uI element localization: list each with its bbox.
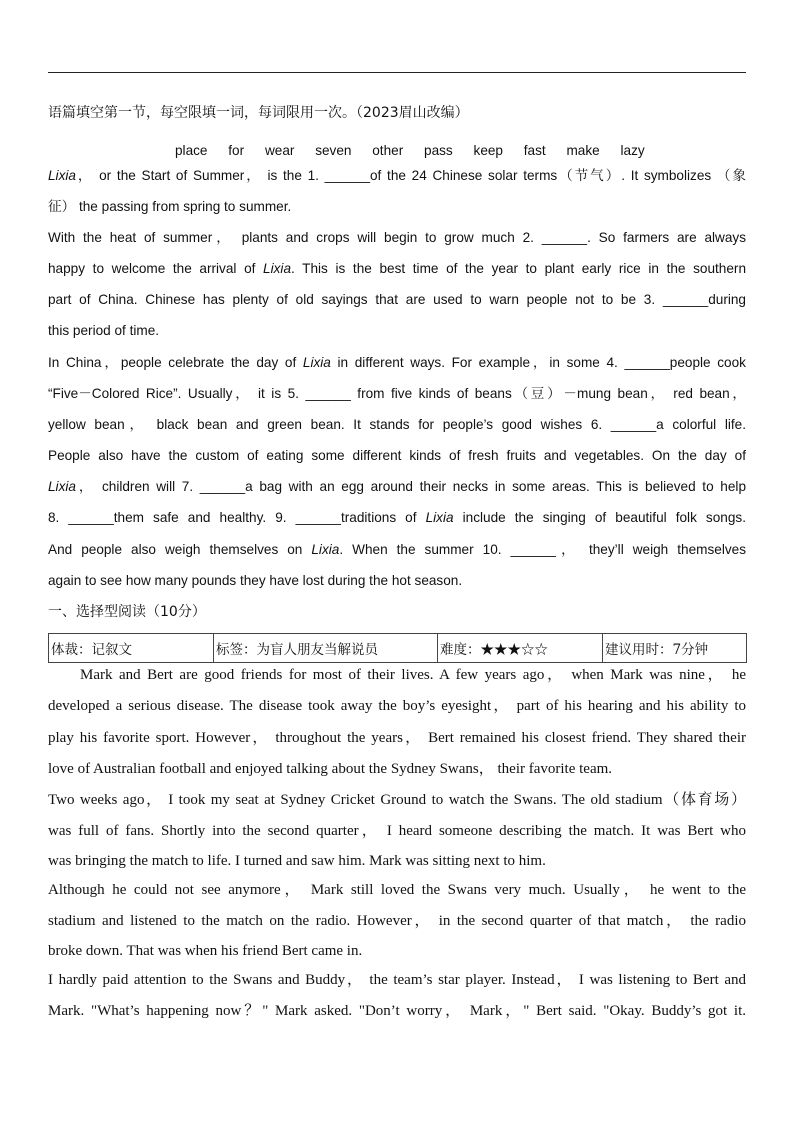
term-lixia: Lixia bbox=[263, 261, 292, 276]
term-lixia: Lixia bbox=[425, 510, 454, 525]
word-bank-item: lazy bbox=[620, 143, 645, 158]
passage-line: Mark and Bert are good friends for most of their lives. A few years ago， when Mark was nine， he bbox=[80, 667, 746, 683]
passage-line: With the heat of summer， plants and crops will begin to grow much 2. ______. So farmers are always bbox=[48, 230, 746, 245]
passage-line: I hardly paid attention to the Swans and Buddy， the team’s star player. Instead， I was listening to Bert and bbox=[48, 972, 746, 988]
header-rule bbox=[48, 72, 746, 73]
tag-cell: 标签：为盲人朋友当解说员 bbox=[214, 634, 438, 663]
passage-info-table bbox=[48, 633, 747, 663]
passage-line: part of China. Chinese has plenty of old sayings that are used to warn people not to be 3. ______during bbox=[48, 292, 746, 307]
word-bank bbox=[175, 140, 662, 162]
passage-line: again to see how many pounds they have lost during the hot season. bbox=[48, 573, 463, 588]
passage-line: People also have the custom of eating some different kinds of fresh fruits and vegetables. On the day of bbox=[48, 448, 746, 463]
passage-line: play his favorite sport. However， throughout the years， Bert remained his closest friend. They shared their bbox=[48, 730, 746, 746]
section-title: 语篇填空第一节，每空限填一词，每词限用一次。（2023眉山改编） bbox=[48, 105, 469, 121]
genre-cell: 体裁：记叙文 bbox=[49, 634, 214, 663]
word-bank-item: make bbox=[566, 143, 600, 158]
word-bank-item: other bbox=[372, 143, 404, 158]
passage-line: love of Australian football and enjoyed talking about the Sydney Swans， their favorite team. bbox=[48, 761, 613, 777]
passage-line: stadium and listened to the match on the radio. However， in the second quarter of that match， the radio bbox=[48, 913, 746, 929]
passage-line: Lixia， or the Start of Summer， is the 1. ______of the 24 Chinese solar terms（节气）. It symbolizes （象 bbox=[48, 168, 746, 183]
passage-line: this period of time. bbox=[48, 323, 160, 338]
passage-line: happy to welcome the arrival of Lixia. This is the best time of the year to plant early rice in the southern bbox=[48, 261, 746, 276]
passage-line: 征） the passing from spring to summer. bbox=[48, 199, 292, 214]
passage-line: was full of fans. Shortly into the second quarter， I heard someone describing the match. It was Bert who bbox=[48, 823, 746, 839]
passage-line: And people also weigh themselves on Lixia. When the summer 10. ______， they’ll weigh themselves bbox=[48, 542, 746, 557]
term-lixia: Lixia bbox=[302, 355, 331, 370]
word-bank-item: seven bbox=[315, 143, 352, 158]
time-cell: 建议用时：7分钟 bbox=[603, 634, 747, 663]
term-lixia: Lixia bbox=[311, 542, 340, 557]
passage-line: yellow bean， black bean and green bean. It stands for people’s good wishes 6. ______a colorful life. bbox=[48, 417, 746, 432]
section-title: 一、选择型阅读（10分） bbox=[48, 604, 206, 620]
word-bank-item: pass bbox=[424, 143, 453, 158]
passage-line: In China，people celebrate the day of Lixia in different ways. For example，in some 4. ______people cook bbox=[48, 355, 746, 370]
word-bank-item: wear bbox=[264, 143, 295, 158]
passage-line: Although he could not see anymore， Mark still loved the Swans very much. Usually， he went to the bbox=[48, 882, 746, 898]
passage-line: 8. ______them safe and healthy. 9. ______traditions of Lixia include the singing of beautiful folk songs. bbox=[48, 510, 746, 525]
difficulty-cell: 难度：★★★☆☆ bbox=[438, 634, 603, 663]
term-lixia: Lixia bbox=[48, 479, 76, 494]
passage-line: broke down. That was when his friend Bert came in. bbox=[48, 943, 363, 959]
word-bank-item: place bbox=[175, 143, 208, 158]
word-bank-item: fast bbox=[523, 143, 546, 158]
word-bank-item: keep bbox=[473, 143, 503, 158]
word-bank-item: for bbox=[228, 143, 245, 158]
passage-line: was bringing the match to life. I turned and saw him. Mark was sitting next to him. bbox=[48, 853, 546, 869]
passage-line: Mark. "What’s happening now？" Mark asked. "Don’t worry， Mark，" Bert said. "Okay. Buddy’s got it. bbox=[48, 1003, 746, 1019]
passage-line: Two weeks ago， I took my seat at Sydney Cricket Ground to watch the Swans. The old stadium（体育场） bbox=[48, 792, 746, 808]
term-lixia: Lixia bbox=[48, 168, 76, 183]
passage-line: Lixia， children will 7. ______a bag with an egg around their necks in some areas. This is believed to help bbox=[48, 479, 746, 494]
passage-line: “Five－Colored Rice”. Usually， it is 5. ______ from five kinds of beans（豆）－mung bean， red bean， bbox=[48, 386, 746, 401]
passage-line: developed a serious disease. The disease took away the boy’s eyesight， part of his hearing and his ability to bbox=[48, 698, 746, 714]
